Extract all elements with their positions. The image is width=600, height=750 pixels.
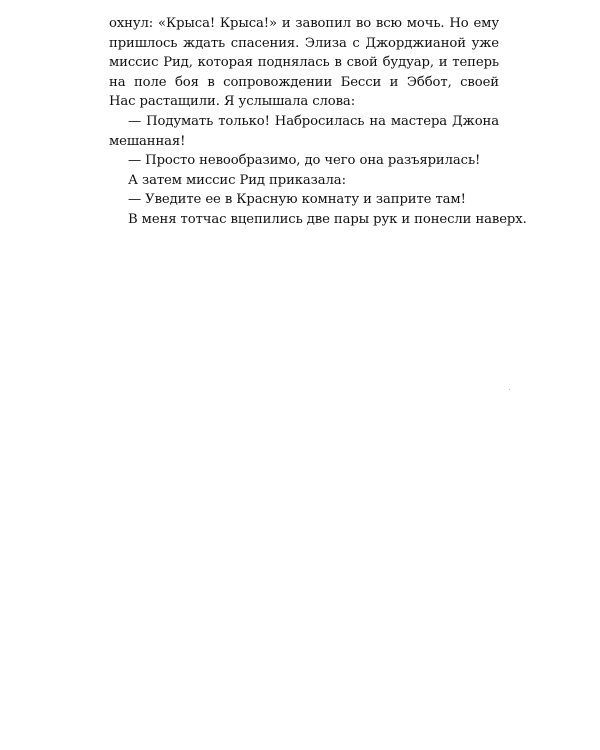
text-line: на поле боя в сопровождении Бесси и Эббот, своей: [109, 74, 499, 90]
text-line: мешанная!: [109, 133, 186, 149]
text-line: пришлось ждать спасения. Элиза с Джорджианой уже: [109, 35, 499, 51]
text-line: — Уведите ее в Красную комнату и заприте там!: [128, 192, 466, 208]
text-line: — Подумать только! Набросилась на мастера Джона: [128, 113, 499, 129]
text-line: Нас растащили. Я услышала слова:: [109, 94, 356, 110]
scan-speck: [509, 389, 510, 390]
body-text: [109, 14, 527, 230]
text-line: А затем миссис Рид приказала:: [128, 172, 346, 188]
text-line: охнул: «Крыса! Крыса!» и завопил во всю мочь. Но ему: [109, 16, 499, 31]
text-line: — Просто невообразимо, до чего она разъярилась!: [128, 153, 481, 169]
text-line: миссис Рид, которая поднялась в свой будуар, и теперь: [109, 55, 499, 71]
text-line: В меня тотчас вцепились две пары рук и понесли наверх.: [128, 211, 527, 227]
